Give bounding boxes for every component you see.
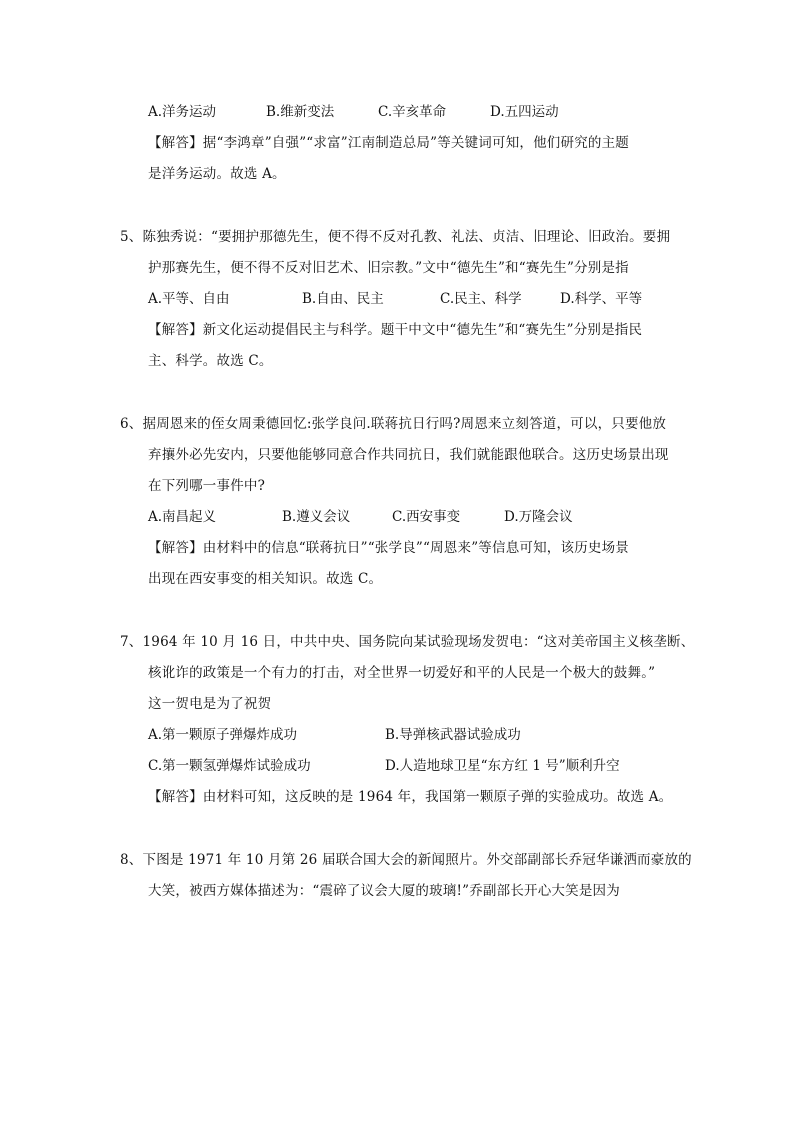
q5-stem-line-2: 护那赛先生，便不得不反对旧艺术、旧宗教。”文中“德先生”和“赛先生”分别是指 bbox=[148, 260, 629, 276]
q7-option-a: A.第一颗原子弹爆炸成功 bbox=[148, 727, 298, 743]
q8-stem-line-1: 8、下图是 1971 年 10 月第 26 届联合国大会的新闻照片。外交部副部长乔冠华谦洒而豪放的 bbox=[120, 852, 692, 868]
q5-answer-line-1: 【解答】新文化运动提倡民主与科学。题干中文中“德先生”和“赛先生”分别是指民 bbox=[148, 322, 643, 338]
q6-answer-line-1: 【解答】由材料中的信息“联蒋抗日”“张学良”“周恩来”等信息可知，该历史场景 bbox=[148, 540, 630, 556]
q6-option-d: D.万隆会议 bbox=[504, 509, 573, 525]
q5-option-c: C.民主、科学 bbox=[440, 291, 522, 307]
q4-option-c: C.辛亥革命 bbox=[378, 104, 447, 120]
q6-option-a: A.南昌起义 bbox=[148, 509, 217, 525]
q4-option-a: A.洋务运动 bbox=[148, 104, 217, 120]
q6-stem-line-2: 弃攘外必先安内，只要他能够同意合作共同抗日，我们就能跟他联合。这历史场景出现 bbox=[148, 447, 669, 463]
q7-stem-line-2: 核讹诈的政策是一个有力的打击，对全世界一切爱好和平的人民是一个极大的鼓舞。” bbox=[148, 665, 656, 681]
q5-option-a: A.平等、自由 bbox=[148, 291, 230, 307]
q7-answer-line-1: 【解答】由材料可知，这反映的是 1964 年，我国第一颗原子弹的实验成功。故选 A。 bbox=[148, 789, 673, 805]
q8-stem-line-2: 大笑，被西方媒体描述为：“震碎了议会大厦的玻璃!”乔副部长开心大笑是因为 bbox=[148, 883, 620, 899]
q6-stem-line-3: 在下列哪一事件中? bbox=[148, 478, 266, 494]
q5-stem-line-1: 5、陈独秀说：“要拥护那德先生，便不得不反对孔教、礼法、贞洁、旧理论、旧政治。要拥 bbox=[120, 229, 671, 245]
q6-option-b: B.遵义会议 bbox=[282, 509, 351, 525]
q6-answer-line-2: 出现在西安事变的相关知识。故选 C。 bbox=[148, 571, 383, 587]
q4-answer-line-1: 【解答】据“李鸿章”自强”“求富”江南制造总局”等关键词可知，他们研究的主题 bbox=[148, 135, 630, 151]
q7-option-b: B.导弹核武器试验成功 bbox=[385, 727, 521, 743]
q4-answer-line-2: 是洋务运动。故选 A。 bbox=[148, 166, 286, 182]
q4-option-d: D.五四运动 bbox=[490, 104, 559, 120]
q7-stem-line-3: 这一贺电是为了祝贺 bbox=[148, 696, 272, 712]
q5-answer-line-2: 主、科学。故选 C。 bbox=[148, 353, 273, 369]
q7-stem-line-1: 7、1964 年 10 月 16 日，中共中央、国务院向某试验现场发贺电：“这对美帝国主义核垄断、 bbox=[120, 634, 695, 650]
q7-option-c: C.第一颗氢弹爆炸试验成功 bbox=[148, 758, 311, 774]
q7-option-d: D.人造地球卫星“东方红 1 号”顺利升空 bbox=[385, 758, 620, 774]
q6-option-c: C.西安事变 bbox=[392, 509, 461, 525]
q5-option-d: D.科学、平等 bbox=[560, 291, 643, 307]
q4-option-b: B.维新变法 bbox=[266, 104, 335, 120]
q6-stem-line-1: 6、据周恩来的侄女周秉德回忆:张学良问.联蒋抗日行吗?周恩来立刻答道，可以，只要他放 bbox=[120, 416, 667, 432]
q5-option-b: B.自由、民主 bbox=[302, 291, 384, 307]
